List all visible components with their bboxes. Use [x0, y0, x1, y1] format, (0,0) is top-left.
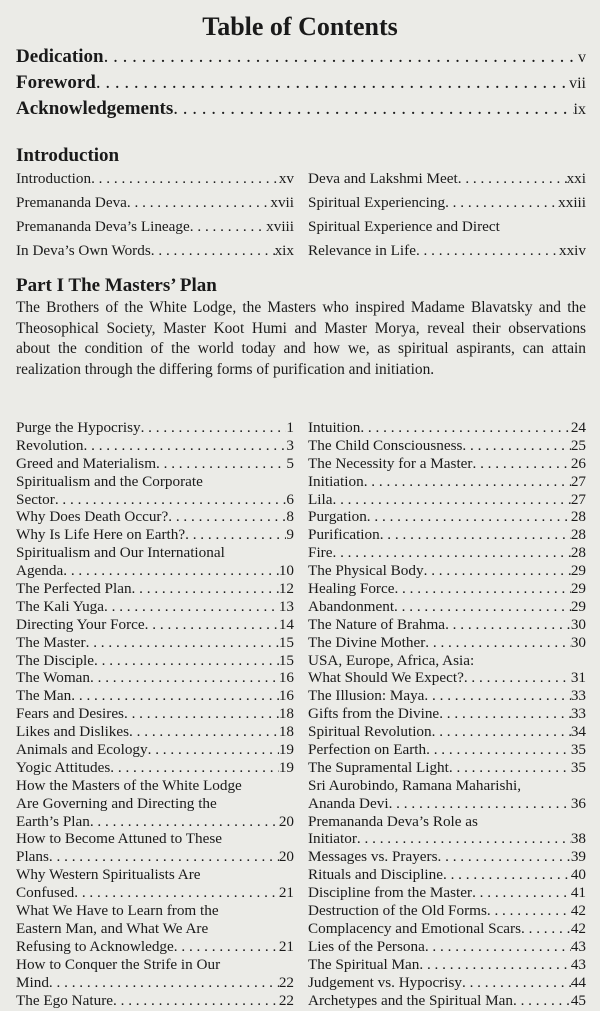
entry-title: Rituals and Discipline	[308, 866, 443, 884]
dot-leader	[168, 508, 286, 526]
toc-entry	[308, 830, 586, 848]
dot-leader	[90, 669, 279, 687]
toc-entry	[308, 508, 586, 526]
toc-entry	[16, 455, 294, 473]
entry-title: Sri Aurobindo, Ramana Maharishi,	[308, 776, 522, 794]
toc-entry	[308, 741, 586, 759]
toc-entry	[16, 795, 294, 813]
entry-title: Greed and Materialism	[16, 454, 157, 472]
entry-title: Abandonment	[308, 597, 395, 615]
entry-page: 28	[570, 508, 586, 526]
toc-entry	[16, 974, 294, 992]
toc-entry	[16, 652, 294, 670]
toc-entry	[16, 848, 294, 866]
entry-title: The Child Consciousness	[308, 436, 463, 454]
dot-leader	[148, 741, 279, 759]
entry-page: 13	[278, 597, 294, 615]
dot-leader	[445, 191, 558, 215]
toc-entry	[308, 455, 586, 473]
entry-page: 36	[570, 794, 586, 812]
entry-title: Spiritual Experience and Direct	[308, 218, 500, 235]
toc-entry	[16, 920, 294, 938]
entry-page: 28	[570, 544, 586, 562]
entry-page: 10	[278, 562, 294, 580]
dot-leader	[432, 723, 571, 741]
entry-page: xv	[278, 170, 294, 187]
toc-entry	[16, 419, 294, 437]
entry-title: Premananda Deva’s Lineage	[16, 218, 190, 235]
dot-leader	[129, 723, 279, 741]
entry-title: How the Masters of the White Lodge	[16, 776, 242, 794]
entry-page: 14	[278, 615, 294, 633]
entry-title: Spiritualism and the Corporate	[16, 472, 203, 490]
dot-leader	[174, 938, 279, 956]
entry-page: vii	[569, 75, 586, 92]
toc-entry	[308, 687, 586, 705]
toc-entry	[16, 723, 294, 741]
entry-page: 38	[570, 830, 586, 848]
entry-title: The Man	[16, 687, 72, 705]
toc-entry	[308, 491, 586, 509]
dot-leader	[443, 866, 571, 884]
entry-page: 3	[286, 436, 294, 454]
entry-title: USA, Europe, Africa, Asia:	[308, 651, 475, 669]
toc-entry	[16, 491, 294, 509]
entry-page: xviii	[266, 218, 294, 235]
entry-title: Foreword	[16, 72, 96, 93]
dot-leader	[96, 70, 569, 95]
entry-page: 9	[286, 526, 294, 544]
dot-leader	[151, 239, 275, 263]
entry-title: Initiation	[308, 472, 364, 490]
toc-entry	[16, 669, 294, 687]
toc-entry	[16, 473, 294, 491]
dot-leader	[425, 938, 571, 956]
entry-title: Lila	[308, 490, 333, 508]
toc-entry	[16, 902, 294, 920]
entry-page: 43	[570, 937, 586, 955]
dot-leader	[84, 437, 287, 455]
dot-leader	[124, 705, 279, 723]
dot-leader	[367, 508, 571, 526]
entry-title: Premananda Deva	[16, 194, 127, 211]
entry-title: The Physical Body	[308, 562, 424, 580]
entry-title: The Illusion: Maya	[308, 687, 425, 705]
entry-page: 43	[570, 955, 586, 973]
toc-entry	[16, 705, 294, 723]
dot-leader	[71, 687, 279, 705]
dot-leader	[424, 687, 570, 705]
entry-title: The Supramental Light	[308, 758, 449, 776]
dot-leader	[357, 830, 571, 848]
dot-leader	[49, 848, 279, 866]
dot-leader	[91, 167, 279, 191]
entry-title: Why Does Death Occur?	[16, 508, 169, 526]
toc-entry	[308, 167, 586, 191]
toc-entry	[308, 437, 586, 455]
toc-entry	[16, 167, 294, 191]
toc-entry	[308, 920, 586, 938]
entry-page: 40	[570, 866, 586, 884]
toc-entry	[16, 741, 294, 759]
dot-leader	[394, 580, 570, 598]
toc-entry	[308, 902, 586, 920]
entry-title: Agenda	[16, 562, 64, 580]
toc-entry	[308, 866, 586, 884]
toc-entry	[16, 562, 294, 580]
dot-leader	[113, 992, 279, 1010]
entry-page: 29	[570, 597, 586, 615]
entry-title: Complacency and Emotional Scars	[308, 919, 521, 937]
toc-entry	[16, 526, 294, 544]
entry-title: Revolution	[16, 436, 84, 454]
entry-title: Fire	[308, 544, 333, 562]
entry-title: Gifts from the Divine	[308, 705, 440, 723]
entry-title: Ananda Devi	[308, 794, 389, 812]
entry-page: 41	[570, 884, 586, 902]
toc-entry	[308, 795, 586, 813]
dot-leader	[74, 884, 279, 902]
entry-title: Likes and Dislikes	[16, 723, 130, 741]
entry-page: 35	[570, 758, 586, 776]
entry-page: xxiii	[558, 194, 586, 211]
entry-page: 28	[570, 526, 586, 544]
entry-page: 8	[286, 508, 294, 526]
toc-entry	[308, 652, 586, 670]
entry-title: Mind	[16, 973, 49, 991]
entry-title: Purge the Hypocrisy	[16, 419, 141, 436]
entry-page: 12	[278, 580, 294, 598]
dot-leader	[416, 239, 559, 263]
toc-entry	[308, 239, 586, 263]
toc-entry	[308, 580, 586, 598]
entry-title: The Woman	[16, 669, 90, 687]
toc-entry	[16, 813, 294, 831]
dot-leader	[487, 902, 571, 920]
entry-page: 19	[278, 741, 294, 759]
entry-title: Initiator	[308, 830, 357, 848]
toc-entry	[308, 974, 586, 992]
entry-page: 6	[286, 490, 294, 508]
entry-title: Perfection on Earth	[308, 741, 427, 759]
entry-page: xix	[274, 242, 294, 259]
entry-title: In Deva’s Own Words	[16, 242, 151, 259]
entry-title: The Perfected Plan	[16, 580, 132, 598]
entry-page: 22	[278, 973, 294, 991]
entry-page: 33	[570, 705, 586, 723]
dot-leader	[94, 652, 279, 670]
entry-title: Premananda Deva’s Role as	[308, 812, 478, 830]
toc-entry	[16, 508, 294, 526]
entry-title: The Ego Nature	[16, 991, 113, 1009]
toc-entry	[308, 723, 586, 741]
entry-title: Earth’s Plan	[16, 812, 90, 830]
toc-entry	[16, 884, 294, 902]
entry-page: v	[578, 49, 586, 66]
entry-title: Spiritualism and Our International	[16, 544, 225, 562]
entry-title: Discipline from the Master	[308, 884, 473, 902]
entry-page: 29	[570, 580, 586, 598]
toc-entry	[308, 473, 586, 491]
dot-leader	[332, 544, 570, 562]
toc-entry	[16, 830, 294, 848]
entry-title: The Divine Mother	[308, 633, 426, 651]
part-one-description: The Brothers of the White Lodge, the Masters who inspired Madame Blavatsky and the Theosophical Society, Master Koot Humi and Master Morya, reveal their observations about the condition of the world today and how we, as spiritual aspirants, can attain realization through the differing forms of purification and initiation.	[16, 299, 586, 378]
entry-page: 16	[278, 669, 294, 687]
entry-title: Fears and Desires	[16, 705, 124, 723]
entry-title: Healing Force	[308, 580, 395, 598]
entry-title: Why Western Spiritualists Are	[16, 866, 201, 884]
dot-leader	[462, 437, 570, 455]
dot-leader	[55, 491, 287, 509]
toc-entry	[308, 759, 586, 777]
part-one-right-column	[308, 419, 586, 1009]
toc-entry	[16, 634, 294, 652]
dot-leader	[439, 705, 571, 723]
dot-leader	[90, 813, 279, 831]
dot-leader	[426, 741, 571, 759]
entry-title: Spiritual Experiencing	[308, 194, 446, 211]
front-matter-list	[16, 44, 586, 122]
toc-entry	[308, 813, 586, 831]
toc-entry	[16, 938, 294, 956]
dot-leader	[472, 884, 571, 902]
dot-leader	[360, 419, 571, 437]
entry-page: 15	[278, 651, 294, 669]
entry-page: 21	[278, 884, 294, 902]
toc-entry	[308, 562, 586, 580]
dot-leader	[513, 992, 571, 1010]
toc-entry	[308, 938, 586, 956]
entry-title: Animals and Ecology	[16, 741, 148, 759]
entry-page: 45	[570, 991, 586, 1009]
entry-title: Sector	[16, 490, 55, 508]
entry-page: 1	[286, 419, 294, 436]
entry-title: The Disciple	[16, 651, 95, 669]
toc-entry	[16, 687, 294, 705]
entry-title: The Nature of Brahma	[308, 615, 446, 633]
dot-leader	[449, 759, 571, 777]
entry-page: 33	[570, 687, 586, 705]
entry-page: 34	[570, 723, 586, 741]
entry-title: Acknowledgements	[16, 98, 174, 119]
dot-leader	[419, 956, 570, 974]
entry-page: xxiv	[558, 242, 586, 259]
dot-leader	[438, 848, 571, 866]
entry-page: 25	[570, 436, 586, 454]
entry-page: 39	[570, 848, 586, 866]
dot-leader	[332, 491, 570, 509]
toc-entry	[308, 419, 586, 437]
toc-entry	[308, 956, 586, 974]
entry-page: 18	[278, 705, 294, 723]
toc-entry	[308, 634, 586, 652]
entry-page: xvii	[270, 194, 294, 211]
entry-title: Introduction	[16, 170, 92, 187]
entry-title: How to Conquer the Strife in Our	[16, 955, 221, 973]
entry-title: Yogic Attitudes	[16, 758, 111, 776]
toc-entry	[16, 437, 294, 455]
dot-leader	[173, 96, 573, 121]
entry-page: 26	[570, 454, 586, 472]
toc-entry	[16, 598, 294, 616]
toc-entry	[308, 992, 586, 1010]
dot-leader	[364, 473, 571, 491]
entry-title: Why Is Life Here on Earth?	[16, 526, 186, 544]
entry-title: Lies of the Persona	[308, 937, 425, 955]
dot-leader	[462, 974, 571, 992]
entry-page: 44	[570, 973, 586, 991]
entry-title: Messages vs. Prayers	[308, 848, 438, 866]
entry-title: The Kali Yuga	[16, 597, 105, 615]
entry-title: What Should We Expect?	[308, 669, 464, 687]
entry-title: What We Have to Learn from the	[16, 902, 219, 920]
toc-entry	[308, 669, 586, 687]
toc-entry	[308, 884, 586, 902]
introduction-right-column	[308, 167, 586, 263]
entry-page: 20	[278, 812, 294, 830]
entry-page: 29	[570, 562, 586, 580]
entry-title: Dedication	[16, 46, 104, 67]
dot-leader	[63, 562, 279, 580]
dot-leader	[389, 795, 571, 813]
entry-title: Judgement vs. Hypocrisy	[308, 973, 462, 991]
entry-title: Confused	[16, 884, 75, 902]
entry-page: 30	[570, 615, 586, 633]
toc-entry	[16, 956, 294, 974]
entry-page: ix	[573, 101, 586, 118]
dot-leader	[185, 526, 286, 544]
dot-leader	[464, 669, 571, 687]
dot-leader	[424, 562, 571, 580]
introduction-heading: Introduction	[16, 145, 120, 166]
toc-entry-foreword	[16, 70, 586, 96]
entry-page: 18	[278, 723, 294, 741]
toc-entry-acknowledgements	[16, 96, 586, 122]
dot-leader	[49, 974, 279, 992]
entry-title: The Necessity for a Master	[308, 454, 473, 472]
dot-leader	[445, 616, 571, 634]
part-one-left-column	[16, 419, 294, 1009]
entry-title: Destruction of the Old Forms	[308, 902, 487, 920]
entry-page: 5	[286, 454, 294, 472]
dot-leader	[86, 634, 279, 652]
part-one-heading: Part I The Masters’ Plan	[16, 275, 217, 296]
toc-entry	[16, 992, 294, 1010]
entry-title: Eastern Man, and What We Are	[16, 919, 209, 937]
dot-leader	[521, 920, 571, 938]
toc-entry	[308, 191, 586, 215]
entry-page: xxi	[566, 170, 586, 187]
entry-page: 27	[570, 472, 586, 490]
dot-leader	[132, 580, 279, 598]
page-title: Table of Contents	[202, 12, 398, 41]
entry-title: The Master	[16, 633, 86, 651]
entry-title: Are Governing and Directing the	[16, 794, 217, 812]
entry-page: 16	[278, 687, 294, 705]
entry-page: 21	[278, 937, 294, 955]
dot-leader	[425, 634, 571, 652]
toc-entry	[16, 777, 294, 795]
dot-leader	[110, 759, 279, 777]
toc-entry	[16, 759, 294, 777]
entry-page: 19	[278, 758, 294, 776]
entry-title: Plans	[16, 848, 49, 866]
toc-entry	[308, 215, 586, 239]
toc-entry	[308, 544, 586, 562]
entry-page: 20	[278, 848, 294, 866]
entry-page: 31	[570, 669, 586, 687]
dot-leader	[156, 455, 286, 473]
entry-page: 30	[570, 633, 586, 651]
entry-page: 15	[278, 633, 294, 651]
entry-title: Intuition	[308, 419, 361, 436]
dot-leader	[394, 598, 571, 616]
entry-page: 22	[278, 991, 294, 1009]
entry-title: Archetypes and the Spiritual Man	[308, 991, 513, 1009]
toc-entry	[308, 616, 586, 634]
dot-leader	[472, 455, 570, 473]
toc-entry-dedication	[16, 44, 586, 70]
dot-leader	[104, 44, 578, 69]
entry-title: Relevance in Life	[308, 242, 416, 259]
entry-title: The Spiritual Man	[308, 955, 420, 973]
entry-page: 27	[570, 490, 586, 508]
toc-entry	[308, 777, 586, 795]
entry-title: How to Become Attuned to These	[16, 830, 222, 848]
dot-leader	[127, 191, 270, 215]
toc-entry	[16, 191, 294, 215]
entry-page: 42	[570, 902, 586, 920]
introduction-left-column	[16, 167, 294, 263]
dot-leader	[380, 526, 571, 544]
entry-title: Spiritual Revolution	[308, 723, 432, 741]
entry-title: Refusing to Acknowledge	[16, 937, 174, 955]
entry-page: 24	[570, 419, 586, 436]
toc-entry	[308, 598, 586, 616]
toc-entry	[308, 848, 586, 866]
toc-entry	[16, 544, 294, 562]
dot-leader	[141, 419, 287, 437]
dot-leader	[104, 598, 279, 616]
toc-entry	[308, 526, 586, 544]
dot-leader	[458, 167, 567, 191]
toc-entry	[16, 616, 294, 634]
toc-entry	[308, 705, 586, 723]
entry-title: Deva and Lakshmi Meet	[308, 170, 458, 187]
entry-title: Directing Your Force	[16, 615, 145, 633]
toc-entry	[16, 580, 294, 598]
entry-title: Purification	[308, 526, 380, 544]
dot-leader	[190, 215, 266, 239]
entry-title: Purgation	[308, 508, 367, 526]
entry-page: 42	[570, 919, 586, 937]
toc-entry	[16, 239, 294, 263]
entry-page: 35	[570, 741, 586, 759]
toc-entry	[16, 215, 294, 239]
toc-entry	[16, 866, 294, 884]
dot-leader	[145, 616, 279, 634]
